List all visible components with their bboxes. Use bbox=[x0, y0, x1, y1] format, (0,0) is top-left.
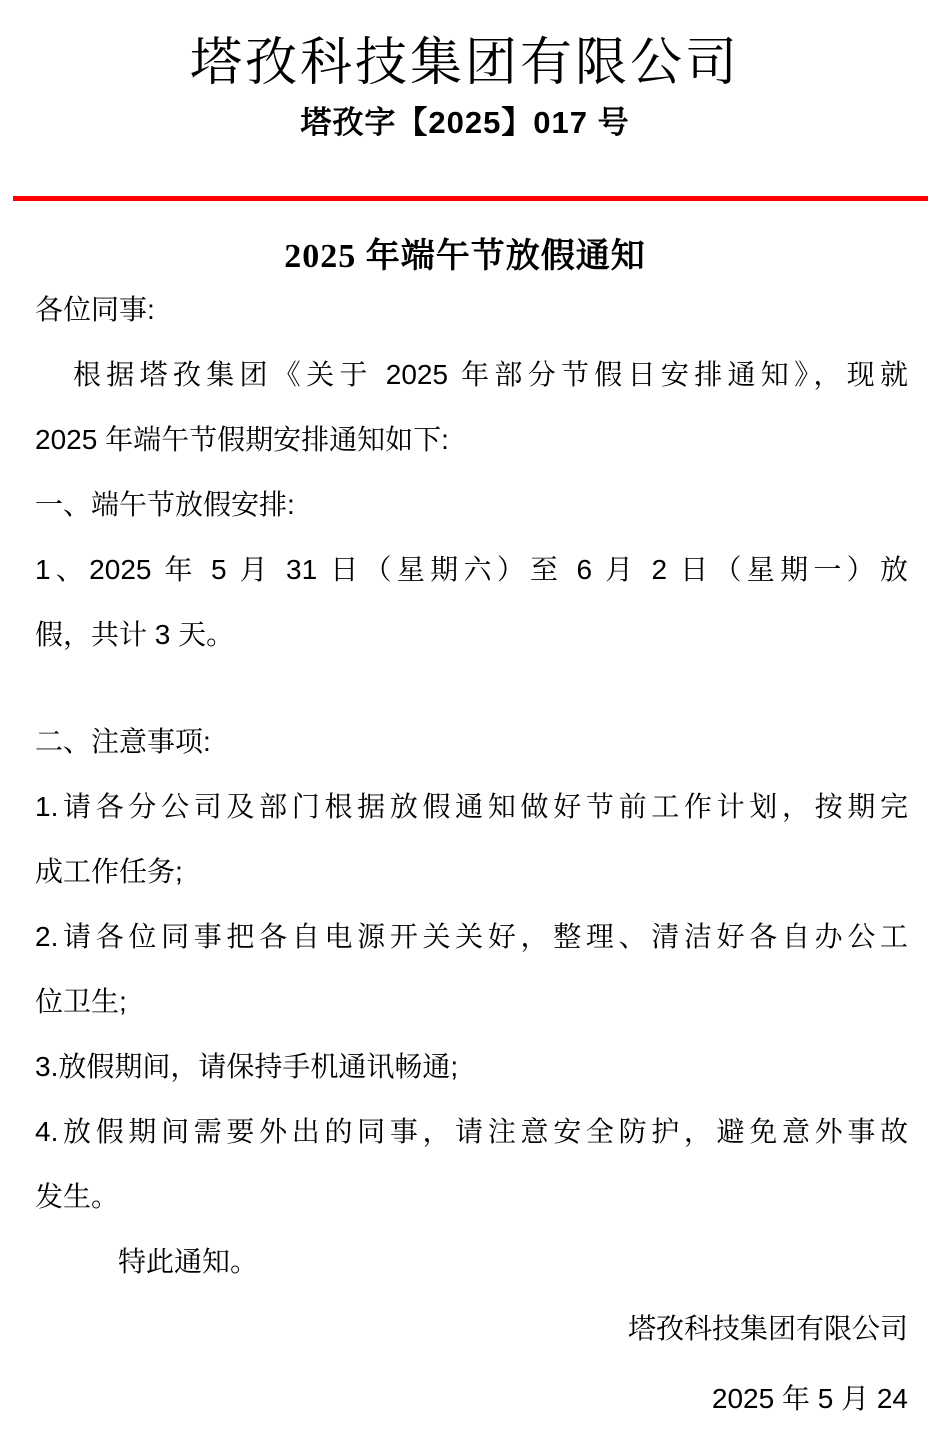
notice-line: 3.放假期间，请保持手机通讯畅通; bbox=[35, 1051, 459, 1082]
signature-date: 2025 年 5 月 24 bbox=[711, 1383, 908, 1414]
document-number: 塔孜字【2025】017 号 bbox=[300, 105, 630, 140]
notice-line: 2.请各位同事把各自电源开关关好，整理、清洁好各自办公工 bbox=[35, 921, 908, 952]
notice-line: 2025 年端午节假期安排通知如下: bbox=[35, 424, 449, 455]
notice-line: 成工作任务; bbox=[35, 856, 183, 887]
document-header bbox=[0, 0, 930, 143]
paragraph-spacer bbox=[35, 667, 908, 709]
signature-company: 塔孜科技集团有限公司 bbox=[627, 1313, 908, 1344]
notice-line: 假，共计 3 天。 bbox=[35, 619, 235, 650]
company-title: 塔孜科技集团有限公司 bbox=[189, 35, 740, 92]
notice-line: 4.放假期间需要外出的同事，请注意安全防护，避免意外事故 bbox=[35, 1116, 908, 1147]
notice-line: 1、2025 年 5 月 31 日（星期六）至 6 月 2 日（星期一）放 bbox=[35, 554, 908, 585]
section-one-heading: 一、端午节放假安排: bbox=[35, 489, 295, 520]
notice-title: 2025 年端午节放假通知 bbox=[284, 238, 646, 275]
closing-line: 特此通知。 bbox=[118, 1246, 259, 1277]
notice-line: 1.请各分公司及部门根据放假通知做好节前工作计划，按期完 bbox=[35, 791, 908, 822]
salutation-line: 各位同事: bbox=[35, 294, 155, 325]
notice-line: 根据塔孜集团《关于 2025 年部分节假日安排通知》，现就 bbox=[73, 359, 908, 390]
notice-body bbox=[0, 277, 930, 1294]
signature-block bbox=[0, 1294, 930, 1434]
notice-line: 发生。 bbox=[35, 1181, 120, 1212]
section-two-heading: 二、注意事项: bbox=[35, 726, 211, 757]
notice-line: 位卫生; bbox=[35, 986, 127, 1017]
red-divider-line bbox=[13, 196, 928, 201]
